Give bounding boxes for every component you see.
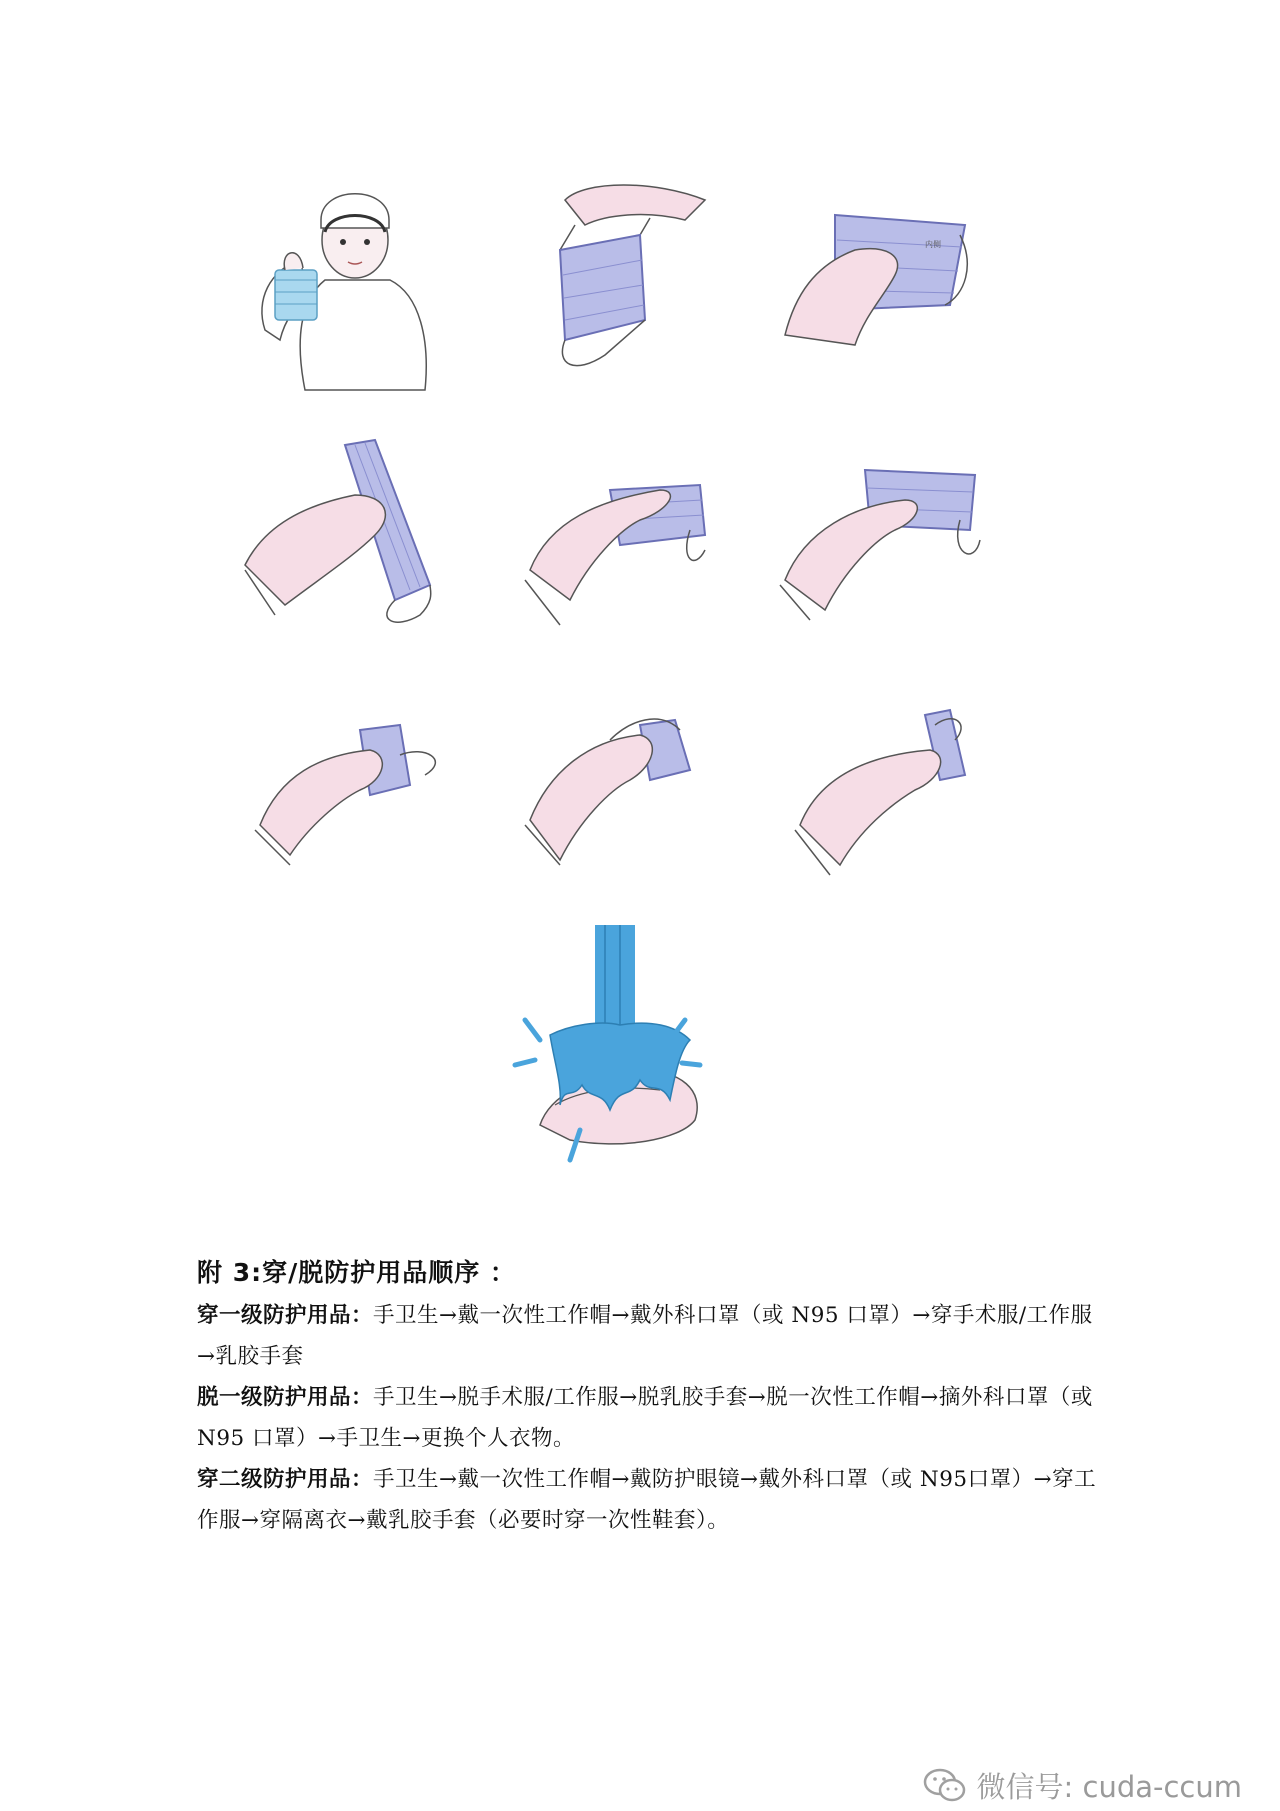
protective-equipment-sequence xyxy=(197,1255,1097,1541)
illustration-fingers-tying-ear-loops xyxy=(520,710,720,870)
illustration-hand-holding-folded-mask xyxy=(245,435,445,630)
section-heading: 附 3:穿/脱防护用品顺序 ： xyxy=(197,1258,516,1287)
illustration-hand-rolling-mask xyxy=(520,470,720,630)
sequence-label: 穿一级防护用品： xyxy=(197,1303,374,1328)
illustration-hand-washing-under-water xyxy=(510,925,710,1165)
sequence-text: 手卫生→脱手术服/工作服→脱乳胶手套→脱一次性工作帽→摘外科口罩（或 N95 口罩）→手卫生→更换个人衣物。 xyxy=(197,1385,1093,1451)
sequence-item-level1-don xyxy=(197,1295,1097,1377)
illustration-hand-rolling-mask-2 xyxy=(775,460,985,625)
illustration-hand-holding-rolled-mask xyxy=(790,705,980,880)
watermark-text: 微信号: cuda-ccum xyxy=(976,1770,1242,1804)
sequence-item-level2-don xyxy=(197,1459,1097,1541)
mask-print-label: 内侧 xyxy=(925,240,941,249)
illustration-hand-folding-mask xyxy=(775,195,975,355)
sequence-label: 穿二级防护用品： xyxy=(197,1467,374,1492)
illustration-hand-pinching-mask xyxy=(250,715,450,865)
sequence-label: 脱一级防护用品： xyxy=(197,1385,374,1410)
wechat-icon xyxy=(923,1768,967,1804)
sequence-text: 手卫生→戴一次性工作帽→戴外科口罩（或 N95 口罩）→穿手术服/工作服→乳胶手套 xyxy=(197,1303,1093,1369)
sequence-item-level1-doff xyxy=(197,1377,1097,1459)
sequence-text: 手卫生→戴一次性工作帽→戴防护眼镜→戴外科口罩（或 N95口罩）→穿工作服→穿隔离衣→戴乳胶手套（必要时穿一次性鞋套）。 xyxy=(197,1467,1097,1533)
illustration-mask-held-by-ear-loops xyxy=(535,180,710,375)
wechat-watermark xyxy=(923,1765,1242,1806)
illustration-nurse-holding-mask xyxy=(255,180,455,390)
